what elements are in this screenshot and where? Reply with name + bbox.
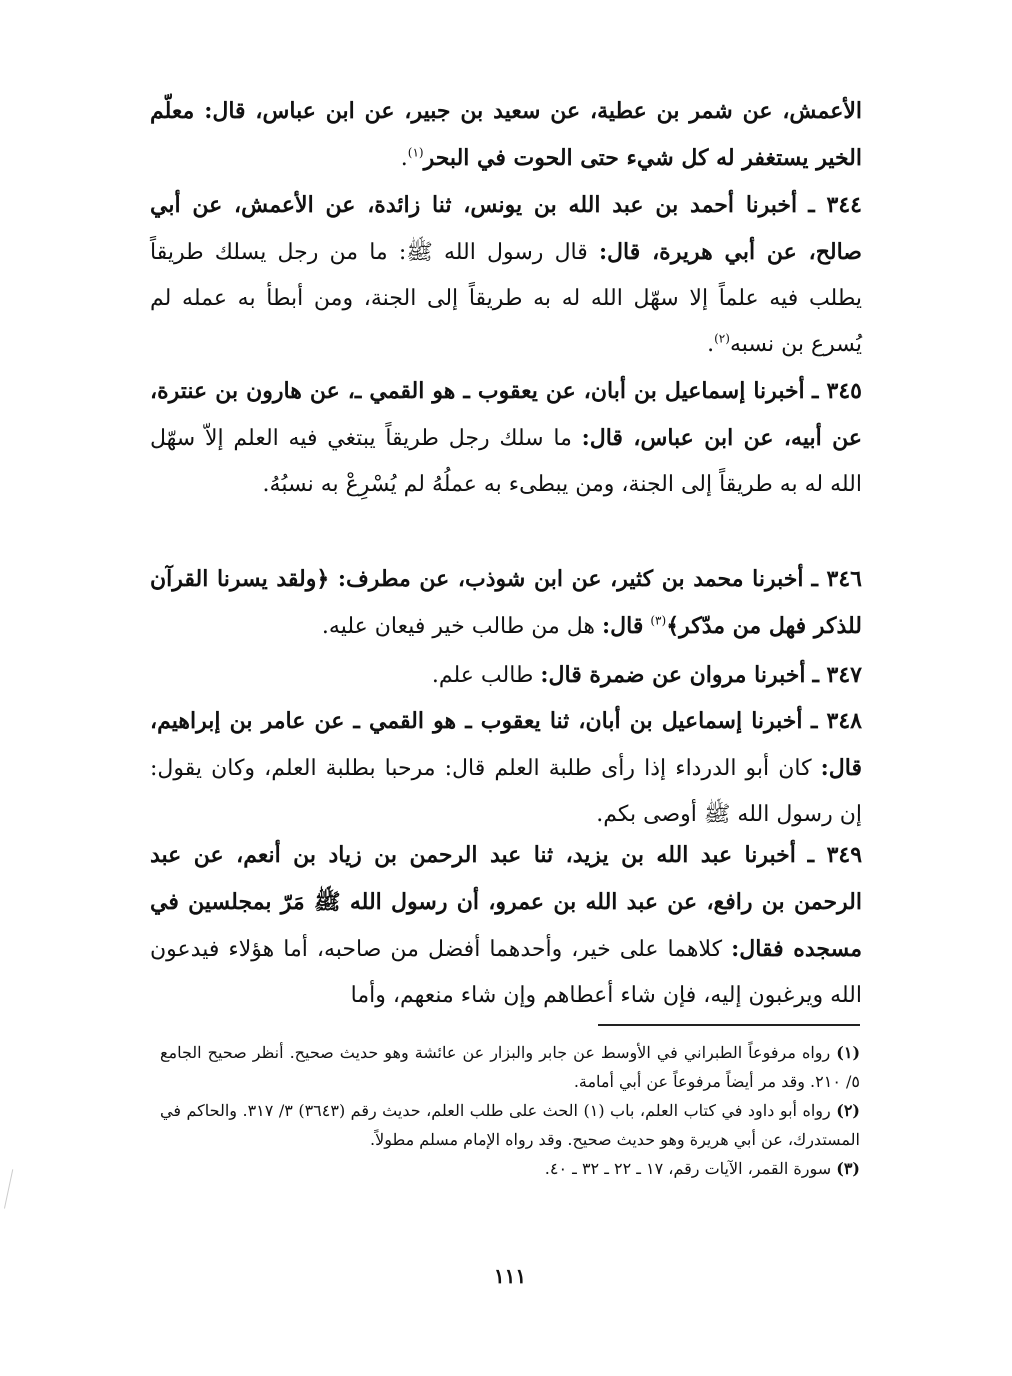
hadith-isnad: أخبرنا مروان عن ضمرة قال: bbox=[540, 662, 806, 688]
footnote-ref: (٣) bbox=[650, 613, 667, 628]
footnote-number: (٣) bbox=[836, 1159, 860, 1178]
scan-edge-mark bbox=[4, 1169, 23, 1210]
hadith-346 bbox=[150, 556, 862, 650]
page-number: ١١١ bbox=[493, 1264, 527, 1288]
paragraph-continuation: الأعمش، عن شمر بن عطية، عن سعيد بن جبير، عن ابن عباس، قال: معلّم الخير يستغفر له كل شيء حتى الحوت في البحر$^{(١)}$. bbox=[150, 98, 862, 171]
hadith-number: ٣٤٨ ـ bbox=[810, 708, 862, 734]
hadith-349 bbox=[150, 832, 862, 1019]
footnote-divider bbox=[598, 1024, 860, 1026]
footnote-3 bbox=[160, 1154, 860, 1183]
footnote-2 bbox=[160, 1096, 860, 1154]
hadith-matn: طالب علم. bbox=[431, 663, 534, 688]
hadith-number: ٣٤٥ ـ bbox=[812, 378, 862, 404]
hadith-348 bbox=[150, 698, 862, 838]
hadith-matn: هل من طالب خير فيعان عليه. bbox=[321, 614, 596, 639]
hadith-344: ٣٤٤ ـ أخبرنا أحمد بن عبد الله بن يونس، ثنا زائدة، عن الأعمش، عن أبي صالح، عن أبي هريرة، قال: قال رسول الله ﷺ: ما من رجل يسلك طريقاً يطلب فيه علماً إلا سهّل الله له به طريقاً إلى الجنة، ومن أبطأ به عمله لم يُسرع بن نسبه$^{(٢)}$. bbox=[150, 192, 862, 357]
footnote-ref: (٢) bbox=[714, 331, 730, 346]
hadith-number: ٣٤٦ ـ bbox=[811, 566, 862, 592]
footnote-text: رواه أبو داود في كتاب العلم، باب (١) الحث على طلب العلم، حديث رقم (٣٦٤٣) ٣/ ٣١٧. والحاكم في المستدرك، عن أبي هريرة وهو حديث صحيح. وقد رواه الإمام مسلم مطولاً. bbox=[160, 1101, 860, 1149]
footnotes bbox=[160, 1038, 860, 1183]
paragraph-text: الأعمش، عن شمر بن عطية، عن سعيد بن جبير، عن ابن عباس، قال: معلّم الخير يستغفر له كل شيء حتى الحوت في البحر bbox=[150, 98, 862, 171]
footnote-number: (٢) bbox=[836, 1101, 860, 1120]
hadith-isnad: أخبرنا عبد الله بن يزيد، ثنا عبد الرحمن بن زياد بن أنعم، عن عبد الرحمن بن رافع، عن عبد الله بن عمرو، أن رسول الله ﷺ مَرّ بمجلسين في مسجده فقال: bbox=[150, 842, 862, 962]
footnote-1 bbox=[160, 1038, 860, 1096]
hadith-number: ٣٤٩ ـ bbox=[807, 842, 863, 868]
hadith-isnad: أخبرنا إسماعيل بن أبان، عن يعقوب ـ هو القمي ـ، عن هارون بن عنترة، عن أبيه، عن ابن عباس، قال: bbox=[150, 378, 862, 451]
hadith-qala: قال: bbox=[602, 613, 644, 639]
hadith-isnad: أخبرنا محمد بن كثير، عن ابن شوذب، عن مطرف: ﴿ولقد يسرنا القرآن للذكر فهل من مدّكر﴾ bbox=[150, 566, 862, 639]
hadith-isnad: أخبرنا إسماعيل بن أبان، ثنا يعقوب ـ هو القمي ـ عن عامر بن إبراهيم، قال: bbox=[150, 708, 862, 781]
hadith-matn: كان أبو الدرداء إذا رأى طلبة العلم قال: مرحبا بطلبة العلم، وكان يقول: إن رسول الله ﷺ أوصى بكم. bbox=[150, 756, 862, 827]
footnote-ref: (١) bbox=[407, 145, 424, 160]
hadith-number: ٣٤٧ ـ bbox=[812, 662, 862, 688]
hadith-345 bbox=[150, 368, 862, 508]
footnote-number: (١) bbox=[836, 1043, 861, 1062]
footnote-text: رواه مرفوعاً الطبراني في الأوسط عن جابر والبزار عن عائشة وهو حديث صحيح. أنظر صحيح الجامع ٥/ ٢١٠. وقد مر أيضاً مرفوعاً عن أبي أمامة. bbox=[160, 1043, 860, 1091]
hadith-matn: كلاهما على خير، وأحدهما أفضل من صاحبه، أما هؤلاء فيدعون الله ويرغبون إليه، فإن شاء أعطاهم وإن شاء منعهم، وأما bbox=[150, 937, 862, 1008]
hadith-isnad: أخبرنا أحمد بن عبد الله بن يونس، ثنا زائدة، عن الأعمش، عن أبي صالح، عن أبي هريرة، قال: bbox=[150, 192, 862, 265]
hadith-matn: ما سلك رجل طريقاً يبتغي فيه العلم إلاّ سهّل الله له به طريقاً إلى الجنة، ومن يبطىء به عملُهُ لم يُسْرِعْ به نسبُهُ. bbox=[150, 426, 862, 497]
hadith-347 bbox=[150, 652, 862, 699]
hadith-matn: قال رسول الله ﷺ: ما من رجل يسلك طريقاً يطلب فيه علماً إلا سهّل الله له به طريقاً إلى الجنة، ومن أبطأ به عمله لم يُسرع بن نسبه bbox=[150, 240, 862, 357]
hadith-number: ٣٤٤ ـ bbox=[808, 192, 862, 218]
footnote-text: سورة القمر، الآيات رقم، ١٧ ـ ٢٢ ـ ٣٢ ـ ٤٠. bbox=[544, 1159, 832, 1178]
